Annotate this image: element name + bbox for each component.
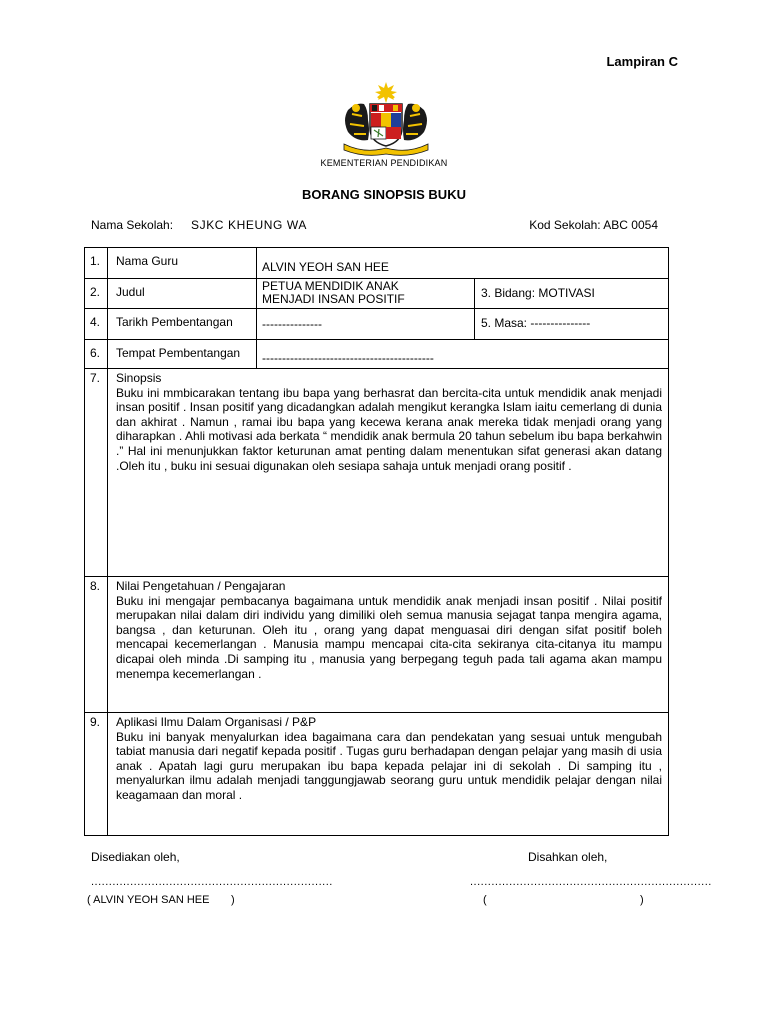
ministry-name: KEMENTERIAN PENDIDIKAN [320, 158, 448, 168]
prepared-by-close-paren: ) [231, 894, 235, 906]
presentation-date-label: Tarikh Pembentangan [108, 309, 257, 340]
section-knowledge-value [85, 577, 669, 713]
teacher-name-label: Nama Guru [108, 248, 257, 279]
presentation-venue-label: Tempat Pembentangan [108, 340, 257, 369]
row-number: 8. [85, 577, 108, 713]
knowledge-value-title: Nilai Pengetahuan / Pengajaran [116, 579, 286, 593]
book-title-line: PETUA MENDIDIK ANAK [262, 279, 399, 293]
section-synopsis [85, 369, 669, 577]
presentation-date-value: --------------- [257, 309, 475, 340]
section-application [85, 713, 669, 836]
row-number: 4. [85, 309, 108, 340]
synopsis-title: Sinopsis [116, 371, 162, 385]
synopsis-form-table [84, 247, 669, 836]
attachment-label: Lampiran C [606, 54, 678, 69]
book-title-label: Judul [108, 279, 257, 309]
row-number: 9. [85, 713, 108, 836]
signature-line-prepared: .................................................................... [91, 876, 333, 888]
row-number: 6. [85, 340, 108, 369]
book-title-line: MENJADI INSAN POSITIF [262, 291, 405, 306]
application-title: Aplikasi Ilmu Dalam Organisasi / P&P [116, 715, 317, 729]
verified-by-label: Disahkan oleh, [528, 850, 608, 864]
prepared-by-name: ( ALVIN YEOH SAN HEE [87, 894, 210, 906]
row-number: 1. [85, 248, 108, 279]
row-number: 2. [85, 279, 108, 309]
synopsis-content [108, 369, 669, 577]
school-name-label: Nama Sekolah: [91, 218, 174, 232]
row-presentation-venue [85, 340, 669, 369]
knowledge-value-body: Buku ini mengajar pembacanya bagaimana untuk mendidik anak menjadi insan positif . Nilai positif merupakan nilai dalam diri individu yang dimiliki oleh semua manusia sejagat tanpa mengira agama, bangsa , dan keturunan. Oleh itu , orang yang dapat menguasai diri dengan sifat positif boleh mencapai kecemerlangan . Manusia mampu mencapai cita-cita sekiranya cita-citanya itu mampu dicapai oleh minda .Di samping itu , manusia yang berpegang teguh pada tali agama akan mampu menempa kecemerlangan . [116, 593, 662, 681]
row-number: 7. [85, 369, 108, 577]
malaysia-coat-of-arms-icon [334, 80, 438, 158]
presentation-time: 5. Masa: --------------- [475, 309, 669, 340]
form-title: BORANG SINOPSIS BUKU [302, 187, 466, 202]
presentation-venue-value: ------------------------------------------- [257, 340, 669, 369]
signature-line-verified: .................................................................... [470, 876, 712, 888]
row-title [85, 279, 669, 309]
teacher-name-value: ALVIN YEOH SAN HEE [257, 248, 669, 279]
row-teacher-name [85, 248, 669, 279]
synopsis-body: Buku ini mmbicarakan tentang ibu bapa yang berhasrat dan bercita-cita untuk mendidik anak menjadi insan positif . Insan positif yang dicadangkan adalah mengikut kerangka Islam iaitu cemerlang di dunia dan akhirat . Namun , ramai ibu bapa yang kecewa kerana anak mereka tidak menjadi orang yang diharapkan . Ahli motivasi ada berkata “ mendidik anak bermula 20 tahun sebelum ibu bapa berkahwin .” Hal ini menunjukkan faktor keturunan amat penting dalam menentukan sifat generasi akan datang .Oleh itu , buku ini sesuai digunakan oleh sesiapa sahaja untuk menjadi orang positif . [116, 385, 662, 473]
school-code: Kod Sekolah: ABC 0054 [529, 218, 658, 232]
knowledge-value-content [108, 577, 669, 713]
school-name-value: SJKC KHEUNG WA [191, 218, 307, 232]
prepared-by-label: Disediakan oleh, [91, 850, 180, 864]
application-content [108, 713, 669, 836]
verified-by-close-paren: ) [640, 894, 644, 906]
verified-by-open-paren: ( [483, 894, 487, 906]
book-title-value [257, 279, 475, 309]
row-presentation-date [85, 309, 669, 340]
application-body: Buku ini banyak menyalurkan idea bagaimana cara dan pendekatan yang sesuai untuk mengubah tabiat manusia dari negatif kepada positif . Tugas guru berhadapan dengan pelajar yang masih di usia anak . Apatah lagi guru merupakan ibu bapa kepada pelajar ini di sekolah . Di samping itu , menyalurkan ilmu adalah menjadi tanggungjawab seorang guru untuk mendidik pelajar dengan nilai keagamaan dan moral . [116, 729, 662, 802]
field-category: 3. Bidang: MOTIVASI [475, 279, 669, 309]
